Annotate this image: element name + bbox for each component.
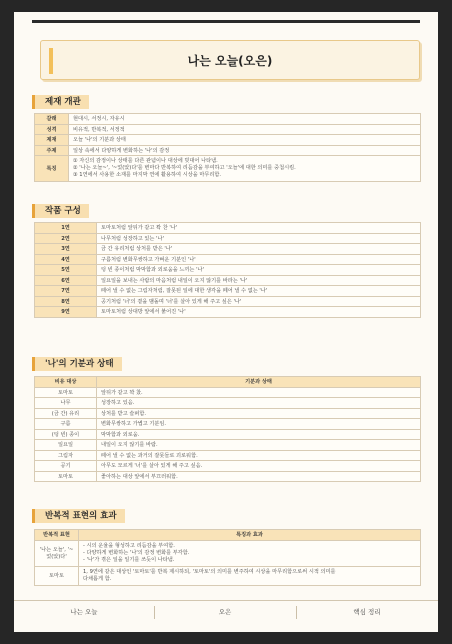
table-row bbox=[35, 223, 421, 234]
state-mood: 떼어 낼 수 없는 과거의 잘못들로 괴로워함. bbox=[97, 450, 421, 461]
overview-label: 성격 bbox=[35, 124, 69, 135]
verse-text: 금 간 유리처럼 상처를 받은 '나' bbox=[97, 244, 421, 255]
section-title-repetition: 반복적 표현의 효과 bbox=[32, 509, 125, 523]
table-row bbox=[35, 429, 421, 440]
verse-label: 6연 bbox=[35, 275, 97, 286]
state-header-mood: 기분과 상태 bbox=[97, 377, 421, 388]
overview-value-line: ③ 1연에서 사용한 소재를 마지막 연에 활용하여 시상을 마무리함. bbox=[73, 172, 222, 178]
verse-label: 9연 bbox=[35, 307, 97, 318]
verse-label: 7연 bbox=[35, 286, 97, 297]
table-row bbox=[35, 540, 421, 566]
study-sheet bbox=[14, 12, 438, 632]
state-mood: 변화무쌍하고 가볍고 기분임. bbox=[97, 419, 421, 430]
table-row bbox=[35, 114, 421, 125]
verse-text: 떼어 낼 수 없는 그림자처럼, 잘못된 일에 대한 생각을 떼어 낼 수 없는 '나' bbox=[97, 286, 421, 297]
verse-text: 구름처럼 변화무쌍하고 가벼운 기분인 '나' bbox=[97, 254, 421, 265]
verse-text: 나무처럼 성장하고 있는 '나' bbox=[97, 233, 421, 244]
overview-label: 주제 bbox=[35, 145, 69, 156]
state-header-target: 비유 대상 bbox=[35, 377, 97, 388]
table-row bbox=[35, 156, 421, 182]
overview-value: 비유적, 반복적, 서정적 bbox=[69, 124, 421, 135]
overview-value: 일상 속에서 다양하게 변화하는 '나'의 감정 bbox=[69, 145, 421, 156]
verse-label: 4연 bbox=[35, 254, 97, 265]
state-target: (금 간) 유리 bbox=[35, 408, 97, 419]
overview-label: 갈래 bbox=[35, 114, 69, 125]
top-rule bbox=[32, 20, 420, 23]
section-title-state: '나'의 기분과 상태 bbox=[32, 357, 122, 371]
verse-label: 5연 bbox=[35, 265, 97, 276]
table-row bbox=[35, 398, 421, 409]
title-box bbox=[40, 40, 420, 80]
table-row bbox=[35, 275, 421, 286]
state-mood: 앞뒤가 같고 꽉 찼. bbox=[97, 387, 421, 398]
table-row bbox=[35, 408, 421, 419]
footer-author: 오은 bbox=[218, 608, 232, 616]
overview-label: 특징 bbox=[35, 156, 69, 182]
rep-effect-line: - '나'가 겪은 일을 일기를 쓰듯이 나타냄. bbox=[83, 556, 175, 563]
verse-text: 공기처럼 '너'의 곁을 맴돌며 '너'를 살아 있게 해 주고 싶은 '나' bbox=[97, 296, 421, 307]
footer-work-title: 나는 오늘 bbox=[70, 608, 98, 616]
rep-header-effect: 특징과 효과 bbox=[79, 530, 421, 541]
table-row bbox=[35, 461, 421, 472]
table-row bbox=[35, 419, 421, 430]
rep-expr: '나는 오늘', '~었(았)다' bbox=[35, 540, 79, 566]
table-row bbox=[35, 471, 421, 482]
verse-text: 토마토처럼 앞뒤가 같고 꽉 찬 '나' bbox=[97, 223, 421, 234]
page-title: 나는 오늘(오은) bbox=[187, 54, 273, 68]
section-title-overview: 제재 개관 bbox=[32, 95, 89, 109]
state-target: 구름 bbox=[35, 419, 97, 430]
state-target: 그림자 bbox=[35, 450, 97, 461]
state-target: 토마토 bbox=[35, 387, 97, 398]
rep-effect-line: - 다양하게 변화하는 '나'의 감정 변화를 부각함. bbox=[83, 549, 190, 556]
verse-text: 토마토처럼 상대방 앞에서 붉어진 '나' bbox=[97, 307, 421, 318]
table-row bbox=[35, 244, 421, 255]
overview-label: 제재 bbox=[35, 135, 69, 146]
rep-effect bbox=[79, 540, 421, 566]
table-row bbox=[35, 265, 421, 276]
state-mood: 좋아하는 대상 앞에서 부끄러워함. bbox=[97, 471, 421, 482]
table-row bbox=[35, 124, 421, 135]
verse-label: 3연 bbox=[35, 244, 97, 255]
overview-value-line: ② '나는 오늘~', '~었(았)다'를 변마다 반복하여 리듬감을 부여하고 '오늘'에 대한 의미를 중첩시킴. bbox=[73, 165, 296, 171]
table-row bbox=[35, 233, 421, 244]
state-mood: 성장하고 있음. bbox=[97, 398, 421, 409]
structure-table bbox=[34, 222, 421, 318]
rep-effect-line: 다채롭게 함. bbox=[83, 575, 112, 582]
state-target: 토마토 bbox=[35, 471, 97, 482]
table-row bbox=[35, 387, 421, 398]
overview-value: 현대시, 서정시, 자유시 bbox=[69, 114, 421, 125]
footer-section: 핵심 정리 bbox=[353, 608, 381, 616]
verse-text: 일요일을 보내는 사람의 마음처럼 내일이 오지 않기를 바라는 '나' bbox=[97, 275, 421, 286]
overview-value-line: ① 자신의 감정이나 상태를 다른 관념이나 대상에 빗대어 나타냄. bbox=[73, 158, 218, 164]
state-mood: 아무도 모르게 '너'를 살아 있게 해 주고 싶음. bbox=[97, 461, 421, 472]
section-title-structure: 작품 구성 bbox=[32, 204, 89, 218]
table-row bbox=[35, 135, 421, 146]
state-target: 일요일 bbox=[35, 440, 97, 451]
verse-text: 텅 빈 종이처럼 막막함과 외로움을 느끼는 '나' bbox=[97, 265, 421, 276]
table-row bbox=[35, 286, 421, 297]
table-row bbox=[35, 450, 421, 461]
table-row bbox=[35, 440, 421, 451]
state-table bbox=[34, 376, 421, 482]
overview-value bbox=[69, 156, 421, 182]
overview-table bbox=[34, 113, 421, 182]
rep-expr: 토마토 bbox=[35, 566, 79, 585]
verse-label: 8연 bbox=[35, 296, 97, 307]
verse-label: 1연 bbox=[35, 223, 97, 234]
repetition-table bbox=[34, 529, 421, 586]
state-target: 나무 bbox=[35, 398, 97, 409]
rep-header-expr: 반복적 표현 bbox=[35, 530, 79, 541]
state-target: (텅 빈) 종이 bbox=[35, 429, 97, 440]
rep-effect bbox=[79, 566, 421, 585]
table-row bbox=[35, 296, 421, 307]
rep-effect-line: 1, 9연에 같은 대상인 '토마토'를 반복 제시하되, '토마토'의 의미를 변주하여 시상을 마무리함으로써 시적 의미를 bbox=[83, 568, 336, 575]
table-row bbox=[35, 254, 421, 265]
verse-label: 2연 bbox=[35, 233, 97, 244]
state-mood: 상처를 받고 슬퍼함. bbox=[97, 408, 421, 419]
state-mood: 막막함과 외로움. bbox=[97, 429, 421, 440]
overview-value: 오늘 '나'의 기분과 상태 bbox=[69, 135, 421, 146]
table-row bbox=[35, 145, 421, 156]
rep-effect-line: - 시의 운율을 형성하고 리듬감을 부여함. bbox=[83, 542, 175, 549]
table-row bbox=[35, 307, 421, 318]
state-target: 공기 bbox=[35, 461, 97, 472]
state-mood: 내일이 오지 않기를 바람. bbox=[97, 440, 421, 451]
table-row bbox=[35, 566, 421, 585]
footer bbox=[14, 600, 438, 620]
